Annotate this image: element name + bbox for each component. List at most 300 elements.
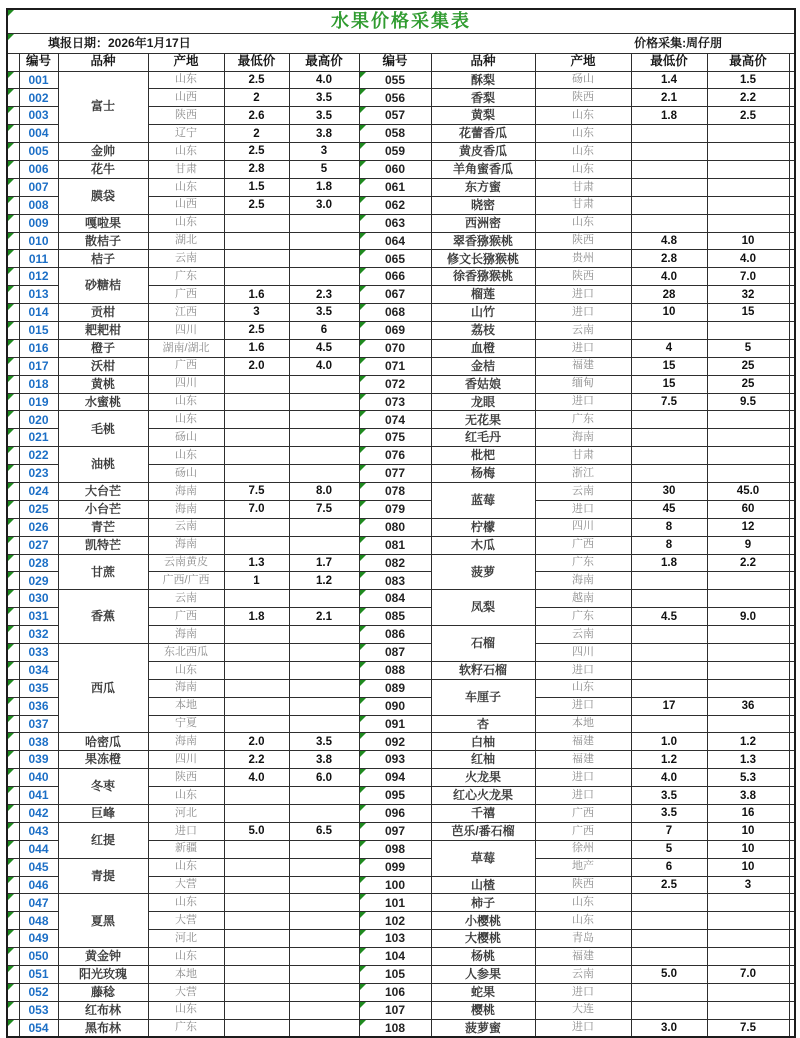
min-price-cell[interactable] (631, 447, 707, 465)
right-strip-cell[interactable] (789, 644, 795, 662)
max-price-cell[interactable] (289, 286, 359, 304)
origin-cell[interactable] (148, 482, 224, 500)
origin-cell[interactable] (148, 89, 224, 107)
row-number-cell[interactable] (359, 178, 431, 196)
max-price-cell[interactable] (289, 608, 359, 626)
origin-cell[interactable] (535, 89, 631, 107)
row-number-cell[interactable] (359, 626, 431, 644)
row-number-cell[interactable] (19, 107, 58, 125)
origin-cell[interactable] (148, 429, 224, 447)
row-number-cell[interactable] (19, 876, 58, 894)
row-number-cell[interactable] (359, 930, 431, 948)
min-price-cell[interactable] (631, 232, 707, 250)
left-strip-cell[interactable] (7, 769, 19, 787)
origin-cell[interactable] (535, 697, 631, 715)
max-price-cell[interactable] (289, 840, 359, 858)
variety-cell[interactable] (58, 822, 148, 858)
origin-cell[interactable] (148, 876, 224, 894)
row-number-cell[interactable] (359, 250, 431, 268)
variety-cell[interactable] (58, 304, 148, 322)
right-strip-cell[interactable] (789, 89, 795, 107)
max-price-cell[interactable] (289, 769, 359, 787)
row-number-cell[interactable] (359, 876, 431, 894)
right-strip-cell[interactable] (789, 107, 795, 125)
origin-cell[interactable] (535, 196, 631, 214)
left-strip-cell[interactable] (7, 661, 19, 679)
origin-cell[interactable] (535, 536, 631, 554)
row-number-cell[interactable] (19, 948, 58, 966)
right-strip-cell[interactable] (789, 805, 795, 823)
min-price-cell[interactable] (631, 393, 707, 411)
max-price-cell[interactable] (707, 250, 789, 268)
variety-cell[interactable] (58, 733, 148, 751)
origin-cell[interactable] (535, 858, 631, 876)
origin-cell[interactable] (148, 465, 224, 483)
left-strip-cell[interactable] (7, 518, 19, 536)
max-price-cell[interactable] (289, 661, 359, 679)
row-number-cell[interactable] (19, 393, 58, 411)
row-number-cell[interactable] (359, 482, 431, 500)
row-number-cell[interactable] (19, 482, 58, 500)
row-number-cell[interactable] (19, 321, 58, 339)
right-strip-cell[interactable] (789, 500, 795, 518)
max-price-cell[interactable] (707, 393, 789, 411)
min-price-cell[interactable] (631, 339, 707, 357)
left-strip-cell[interactable] (7, 608, 19, 626)
min-price-cell[interactable] (224, 268, 289, 286)
row-number-cell[interactable] (359, 894, 431, 912)
column-header-min-left[interactable]: 最低价 (224, 53, 289, 71)
left-strip-cell[interactable] (7, 89, 19, 107)
row-number-cell[interactable] (19, 160, 58, 178)
left-strip-cell[interactable] (7, 751, 19, 769)
right-strip-cell[interactable] (789, 518, 795, 536)
max-price-cell[interactable] (707, 143, 789, 161)
left-strip-cell[interactable] (7, 286, 19, 304)
origin-cell[interactable] (535, 286, 631, 304)
min-price-cell[interactable] (631, 1019, 707, 1037)
left-strip-cell[interactable] (7, 572, 19, 590)
left-strip-cell[interactable] (7, 160, 19, 178)
max-price-cell[interactable] (289, 321, 359, 339)
strip-cell[interactable] (789, 53, 795, 71)
max-price-cell[interactable] (289, 357, 359, 375)
min-price-cell[interactable] (224, 1019, 289, 1037)
row-number-cell[interactable] (19, 232, 58, 250)
origin-cell[interactable] (148, 125, 224, 143)
variety-cell[interactable] (431, 661, 535, 679)
left-strip-cell[interactable] (7, 894, 19, 912)
right-strip-cell[interactable] (789, 411, 795, 429)
max-price-cell[interactable] (707, 930, 789, 948)
max-price-cell[interactable] (707, 214, 789, 232)
right-strip-cell[interactable] (789, 697, 795, 715)
min-price-cell[interactable] (224, 769, 289, 787)
left-strip-cell[interactable] (7, 482, 19, 500)
max-price-cell[interactable] (289, 160, 359, 178)
row-number-cell[interactable] (359, 357, 431, 375)
variety-cell[interactable] (58, 250, 148, 268)
variety-cell[interactable] (58, 143, 148, 161)
row-number-cell[interactable] (359, 644, 431, 662)
left-strip-cell[interactable] (7, 429, 19, 447)
variety-cell[interactable] (58, 769, 148, 805)
min-price-cell[interactable] (224, 250, 289, 268)
min-price-cell[interactable] (224, 840, 289, 858)
origin-cell[interactable] (148, 232, 224, 250)
variety-cell[interactable] (431, 125, 535, 143)
column-header-number-left[interactable]: 编号 (19, 53, 58, 71)
right-strip-cell[interactable] (789, 482, 795, 500)
origin-cell[interactable] (148, 679, 224, 697)
left-strip-cell[interactable] (7, 196, 19, 214)
variety-cell[interactable] (58, 232, 148, 250)
origin-cell[interactable] (148, 661, 224, 679)
max-price-cell[interactable] (289, 214, 359, 232)
max-price-cell[interactable] (289, 876, 359, 894)
origin-cell[interactable] (148, 304, 224, 322)
min-price-cell[interactable] (224, 966, 289, 984)
min-price-cell[interactable] (224, 393, 289, 411)
max-price-cell[interactable] (289, 948, 359, 966)
min-price-cell[interactable] (631, 805, 707, 823)
origin-cell[interactable] (535, 250, 631, 268)
origin-cell[interactable] (535, 644, 631, 662)
variety-cell[interactable] (58, 321, 148, 339)
min-price-cell[interactable] (224, 697, 289, 715)
row-number-cell[interactable] (19, 733, 58, 751)
variety-cell[interactable] (431, 840, 535, 876)
left-strip-cell[interactable] (7, 357, 19, 375)
origin-cell[interactable] (535, 375, 631, 393)
origin-cell[interactable] (148, 518, 224, 536)
origin-cell[interactable] (535, 304, 631, 322)
min-price-cell[interactable] (224, 500, 289, 518)
max-price-cell[interactable] (707, 787, 789, 805)
max-price-cell[interactable] (289, 930, 359, 948)
max-price-cell[interactable] (289, 393, 359, 411)
variety-cell[interactable] (58, 375, 148, 393)
variety-cell[interactable] (58, 536, 148, 554)
origin-cell[interactable] (148, 822, 224, 840)
right-strip-cell[interactable] (789, 769, 795, 787)
min-price-cell[interactable] (631, 214, 707, 232)
max-price-cell[interactable] (289, 143, 359, 161)
left-strip-cell[interactable] (7, 626, 19, 644)
variety-cell[interactable] (431, 304, 535, 322)
max-price-cell[interactable] (707, 89, 789, 107)
max-price-cell[interactable] (289, 89, 359, 107)
right-strip-cell[interactable] (789, 393, 795, 411)
max-price-cell[interactable] (289, 429, 359, 447)
row-number-cell[interactable] (19, 769, 58, 787)
min-price-cell[interactable] (631, 966, 707, 984)
origin-cell[interactable] (535, 339, 631, 357)
origin-cell[interactable] (535, 500, 631, 518)
variety-cell[interactable] (58, 948, 148, 966)
variety-cell[interactable] (58, 357, 148, 375)
variety-cell[interactable] (431, 912, 535, 930)
row-number-cell[interactable] (19, 590, 58, 608)
min-price-cell[interactable] (224, 858, 289, 876)
row-number-cell[interactable] (359, 912, 431, 930)
left-strip-cell[interactable] (7, 465, 19, 483)
origin-cell[interactable] (148, 536, 224, 554)
origin-cell[interactable] (148, 1019, 224, 1037)
row-number-cell[interactable] (359, 304, 431, 322)
variety-cell[interactable] (431, 536, 535, 554)
variety-cell[interactable] (58, 894, 148, 948)
origin-cell[interactable] (148, 321, 224, 339)
min-price-cell[interactable] (224, 125, 289, 143)
min-price-cell[interactable] (631, 572, 707, 590)
variety-cell[interactable] (431, 447, 535, 465)
min-price-cell[interactable] (631, 733, 707, 751)
origin-cell[interactable] (535, 966, 631, 984)
strip-cell[interactable] (7, 53, 19, 71)
min-price-cell[interactable] (224, 983, 289, 1001)
max-price-cell[interactable] (707, 858, 789, 876)
origin-cell[interactable] (535, 232, 631, 250)
max-price-cell[interactable] (707, 482, 789, 500)
variety-cell[interactable] (58, 983, 148, 1001)
max-price-cell[interactable] (707, 268, 789, 286)
origin-cell[interactable] (535, 894, 631, 912)
variety-cell[interactable] (431, 268, 535, 286)
max-price-cell[interactable] (289, 572, 359, 590)
variety-cell[interactable] (431, 733, 535, 751)
max-price-cell[interactable] (289, 107, 359, 125)
min-price-cell[interactable] (631, 286, 707, 304)
origin-cell[interactable] (535, 822, 631, 840)
right-strip-cell[interactable] (789, 840, 795, 858)
origin-cell[interactable] (535, 214, 631, 232)
max-price-cell[interactable] (289, 751, 359, 769)
variety-cell[interactable] (431, 393, 535, 411)
origin-cell[interactable] (148, 733, 224, 751)
min-price-cell[interactable] (224, 411, 289, 429)
origin-cell[interactable] (148, 805, 224, 823)
left-strip-cell[interactable] (7, 822, 19, 840)
left-strip-cell[interactable] (7, 125, 19, 143)
max-price-cell[interactable] (707, 590, 789, 608)
row-number-cell[interactable] (19, 214, 58, 232)
max-price-cell[interactable] (707, 715, 789, 733)
min-price-cell[interactable] (224, 948, 289, 966)
variety-cell[interactable] (431, 465, 535, 483)
left-strip-cell[interactable] (7, 178, 19, 196)
max-price-cell[interactable] (707, 107, 789, 125)
origin-cell[interactable] (535, 321, 631, 339)
origin-cell[interactable] (535, 357, 631, 375)
origin-cell[interactable] (148, 196, 224, 214)
origin-cell[interactable] (535, 876, 631, 894)
row-number-cell[interactable] (359, 321, 431, 339)
left-strip-cell[interactable] (7, 787, 19, 805)
min-price-cell[interactable] (631, 89, 707, 107)
row-number-cell[interactable] (19, 751, 58, 769)
min-price-cell[interactable] (631, 751, 707, 769)
min-price-cell[interactable] (631, 304, 707, 322)
variety-cell[interactable] (58, 590, 148, 644)
left-strip-cell[interactable] (7, 393, 19, 411)
row-number-cell[interactable] (19, 966, 58, 984)
row-number-cell[interactable] (19, 644, 58, 662)
origin-cell[interactable] (535, 661, 631, 679)
title-cell[interactable] (7, 9, 795, 33)
origin-cell[interactable] (148, 500, 224, 518)
left-strip-cell[interactable] (7, 983, 19, 1001)
row-number-cell[interactable] (359, 429, 431, 447)
origin-cell[interactable] (535, 608, 631, 626)
min-price-cell[interactable] (224, 608, 289, 626)
right-strip-cell[interactable] (789, 447, 795, 465)
max-price-cell[interactable] (707, 518, 789, 536)
min-price-cell[interactable] (631, 375, 707, 393)
left-strip-cell[interactable] (7, 268, 19, 286)
variety-cell[interactable] (431, 196, 535, 214)
min-price-cell[interactable] (631, 876, 707, 894)
max-price-cell[interactable] (707, 661, 789, 679)
min-price-cell[interactable] (631, 518, 707, 536)
variety-cell[interactable] (431, 250, 535, 268)
max-price-cell[interactable] (707, 125, 789, 143)
row-number-cell[interactable] (19, 357, 58, 375)
origin-cell[interactable] (148, 626, 224, 644)
max-price-cell[interactable] (707, 608, 789, 626)
row-number-cell[interactable] (359, 983, 431, 1001)
origin-cell[interactable] (535, 590, 631, 608)
left-strip-cell[interactable] (7, 1019, 19, 1037)
row-number-cell[interactable] (19, 339, 58, 357)
variety-cell[interactable] (431, 715, 535, 733)
min-price-cell[interactable] (631, 357, 707, 375)
min-price-cell[interactable] (631, 465, 707, 483)
row-number-cell[interactable] (19, 805, 58, 823)
left-strip-cell[interactable] (7, 321, 19, 339)
row-number-cell[interactable] (359, 858, 431, 876)
variety-cell[interactable] (431, 679, 535, 715)
right-strip-cell[interactable] (789, 304, 795, 322)
row-number-cell[interactable] (359, 411, 431, 429)
right-strip-cell[interactable] (789, 214, 795, 232)
min-price-cell[interactable] (631, 840, 707, 858)
variety-cell[interactable] (431, 822, 535, 840)
origin-cell[interactable] (148, 930, 224, 948)
right-strip-cell[interactable] (789, 608, 795, 626)
min-price-cell[interactable] (631, 71, 707, 89)
max-price-cell[interactable] (289, 411, 359, 429)
origin-cell[interactable] (148, 268, 224, 286)
left-strip-cell[interactable] (7, 500, 19, 518)
max-price-cell[interactable] (289, 805, 359, 823)
max-price-cell[interactable] (707, 626, 789, 644)
min-price-cell[interactable] (224, 304, 289, 322)
variety-cell[interactable] (58, 482, 148, 500)
max-price-cell[interactable] (289, 822, 359, 840)
min-price-cell[interactable] (631, 500, 707, 518)
variety-cell[interactable] (58, 411, 148, 447)
min-price-cell[interactable] (631, 948, 707, 966)
origin-cell[interactable] (148, 178, 224, 196)
left-strip-cell[interactable] (7, 805, 19, 823)
min-price-cell[interactable] (631, 411, 707, 429)
column-header-variety-left[interactable]: 品种 (58, 53, 148, 71)
min-price-cell[interactable] (224, 679, 289, 697)
right-strip-cell[interactable] (789, 626, 795, 644)
row-number-cell[interactable] (19, 411, 58, 429)
row-number-cell[interactable] (19, 375, 58, 393)
variety-cell[interactable] (431, 948, 535, 966)
row-number-cell[interactable] (19, 608, 58, 626)
origin-cell[interactable] (148, 572, 224, 590)
row-number-cell[interactable] (359, 339, 431, 357)
min-price-cell[interactable] (224, 554, 289, 572)
max-price-cell[interactable] (289, 500, 359, 518)
row-number-cell[interactable] (19, 518, 58, 536)
variety-cell[interactable] (431, 930, 535, 948)
max-price-cell[interactable] (289, 912, 359, 930)
min-price-cell[interactable] (631, 429, 707, 447)
row-number-cell[interactable] (359, 196, 431, 214)
origin-cell[interactable] (535, 679, 631, 697)
row-number-cell[interactable] (19, 196, 58, 214)
row-number-cell[interactable] (19, 286, 58, 304)
row-number-cell[interactable] (359, 787, 431, 805)
right-strip-cell[interactable] (789, 321, 795, 339)
origin-cell[interactable] (535, 482, 631, 500)
min-price-cell[interactable] (631, 894, 707, 912)
max-price-cell[interactable] (707, 805, 789, 823)
row-number-cell[interactable] (19, 822, 58, 840)
row-number-cell[interactable] (19, 447, 58, 465)
origin-cell[interactable] (535, 178, 631, 196)
max-price-cell[interactable] (289, 196, 359, 214)
row-number-cell[interactable] (19, 697, 58, 715)
min-price-cell[interactable] (631, 679, 707, 697)
left-strip-cell[interactable] (7, 71, 19, 89)
min-price-cell[interactable] (224, 930, 289, 948)
row-number-cell[interactable] (359, 697, 431, 715)
right-strip-cell[interactable] (789, 679, 795, 697)
max-price-cell[interactable] (289, 644, 359, 662)
left-strip-cell[interactable] (7, 948, 19, 966)
row-number-cell[interactable] (359, 1019, 431, 1037)
right-strip-cell[interactable] (789, 536, 795, 554)
variety-cell[interactable] (431, 751, 535, 769)
variety-cell[interactable] (431, 375, 535, 393)
variety-cell[interactable] (431, 429, 535, 447)
min-price-cell[interactable] (631, 590, 707, 608)
origin-cell[interactable] (148, 840, 224, 858)
variety-cell[interactable] (431, 787, 535, 805)
origin-cell[interactable] (148, 339, 224, 357)
min-price-cell[interactable] (224, 590, 289, 608)
min-price-cell[interactable] (631, 715, 707, 733)
variety-cell[interactable] (58, 178, 148, 214)
right-strip-cell[interactable] (789, 1019, 795, 1037)
row-number-cell[interactable] (359, 822, 431, 840)
max-price-cell[interactable] (707, 1019, 789, 1037)
variety-cell[interactable] (431, 160, 535, 178)
min-price-cell[interactable] (224, 178, 289, 196)
row-number-cell[interactable] (359, 590, 431, 608)
origin-cell[interactable] (535, 143, 631, 161)
left-strip-cell[interactable] (7, 554, 19, 572)
max-price-cell[interactable] (289, 465, 359, 483)
variety-cell[interactable] (431, 518, 535, 536)
max-price-cell[interactable] (289, 894, 359, 912)
